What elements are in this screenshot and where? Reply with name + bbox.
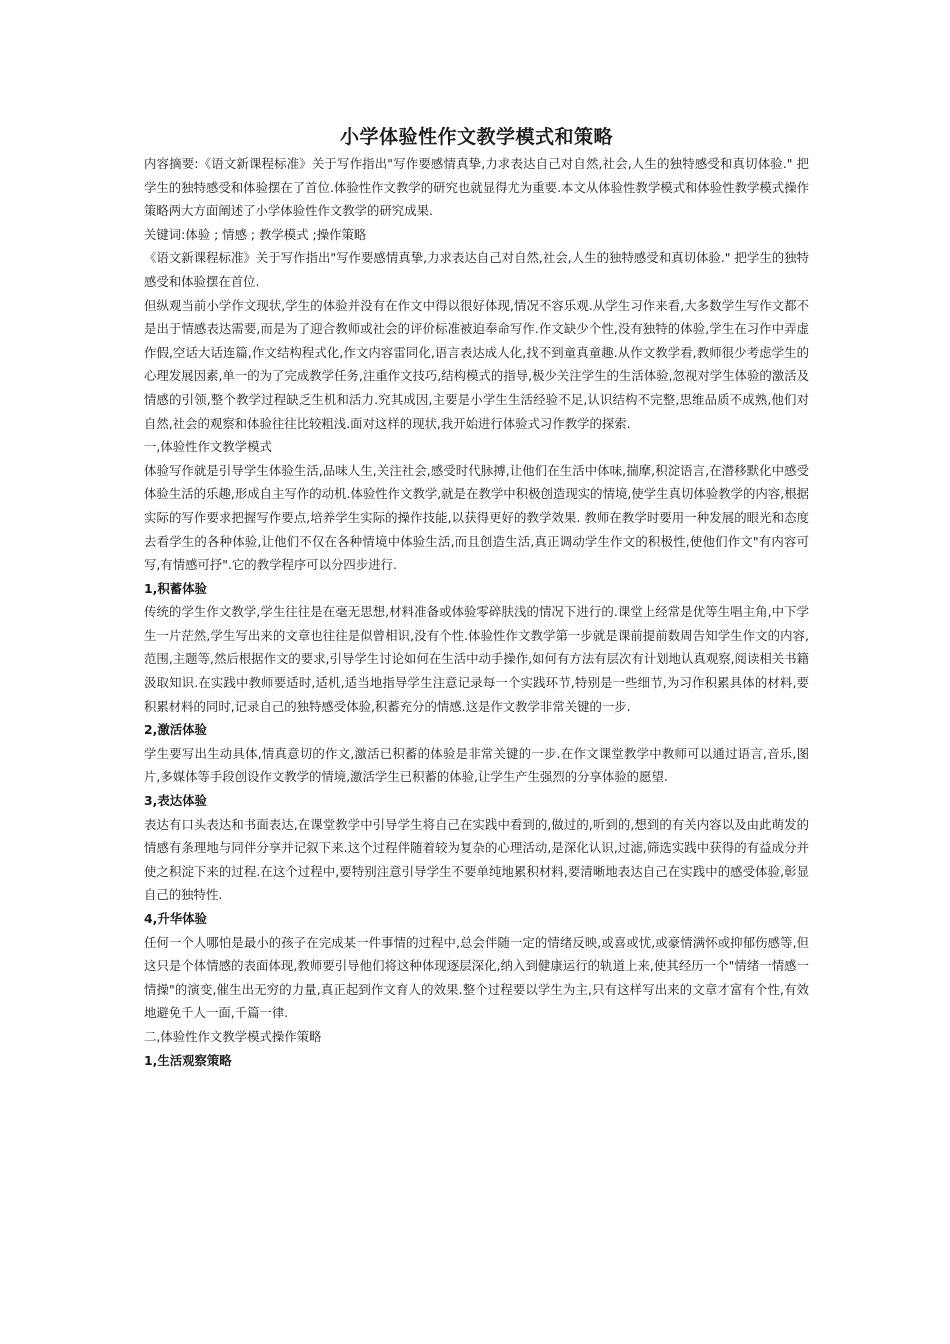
step2-paragraph: 学生要写出生动具体,情真意切的作文,激活已积蓄的体验是非常关键的一步.在作文课堂教学中教师可以通过语言,音乐,图片,多媒体等手段创设作文教学的情境,激活学生已积蓄的体验,让学生产生强烈的分享体验的愿望. [144, 745, 809, 785]
step3-heading: 3,表达体验 [144, 793, 207, 809]
section2-heading: 二,体验性作文教学模式操作策略 [144, 1028, 322, 1044]
step2-heading: 2,激活体验 [144, 722, 207, 738]
keywords-line: 关键词:体验 ; 情感 ; 教学模式 ;操作策略 [144, 226, 367, 242]
document-title: 小学体验性作文教学模式和策略 [339, 126, 613, 148]
abstract-paragraph: 内容摘要:《语文新课程标准》关于写作指出"写作要感情真挚,力求表达自己对自然,社会,人生的独特感受和真切体验." 把学生的独特感受和体验摆在了首位.体验性作文教学的研究也就显得尤为重要.本文从体验性教学模式和体验性教学模式操作策略两大方面阐述了小学体验性作文教学的研究成果. [144, 156, 809, 219]
step1-paragraph: 传统的学生作文教学,学生往往是在毫无思想,材料准备或体验零碎肤浅的情况下进行的.课堂上经常是优等生唱主角,中下学生一片茫然,学生写出来的文章也往往是似曾相识,没有个性.体验性作文教学第一步就是课前提前数周告知学生作文的内容,范围,主题等,然后根据作文的要求,引导学生讨论如何在生活中动手操作,如何有方法有层次有计划地认真观察,阅读相关书籍汲取知识.在实践中教师要适时,适机,适当地指导学生注意记录每一个实践环节,特别是一些细节,为习作积累具体的材料,要积累材料的同时,记录自己的独特感受体验,积蓄充分的情感.这是作文教学非常关键的一步. [144, 604, 809, 714]
document-page [144, 122, 809, 1072]
section1-paragraph: 体验写作就是引导学生体验生活,品味人生,关注社会,感受时代脉搏,让他们在生活中体味,揣摩,积淀语言,在潜移默化中感受体验生活的乐趣,形成自主写作的动机.体验性作文教学,就是在教学中积极创造现实的情境,使学生真切体验教学的内容,根据实际的写作要求把握写作要点,培养学生实际的操作技能,以获得更好的教学效果. 教师在教学时要用一种发展的眼光和态度去看学生的各种体验,让他们不仅在各种情境中体验生活,而且创造生活,真正调动学生作文的积极性,使他们作文"有内容可写,有情感可抒".它的教学程序可以分四步进行. [144, 462, 809, 573]
step4-heading: 4,升华体验 [144, 911, 207, 926]
step4-paragraph: 任何一个人哪怕是最小的孩子在完成某一件事情的过程中,总会伴随一定的情绪反映,或喜或忧,或豪情满怀或抑郁伤感等,但这只是个体情感的表面体现,教师要引导他们将这种体现逐层深化,纳入到健康运行的轨道上来,使其经历一个"情绪一情感一情操"的演变,催生出无穷的力量,真正起到作文育人的效果.整个过程要以学生为主,只有这样写出来的文章才富有个性,有效地避免千人一面,千篇一律. [144, 934, 809, 1021]
intro-body-paragraph: 但纵观当前小学作文现状,学生的体验并没有在作文中得以很好体现,情况不容乐观.从学生习作来看,大多数学生写作文都不是出于情感表达需要,而是为了迎合教师或社会的评价标准被迫奉命写作.作文缺少个性,没有独特的体验,学生在习作中弄虚作假,空话大话连篇,作文结构程式化,作文内容雷同化,语言表达成人化,找不到童真童趣.从作文教学看,教师很少考虑学生的心理发展因素,单一的为了完成教学任务,注重作文技巧,结构模式的指导,极少关注学生的生活体验,忽视对学生体验的激活及情感的引领,整个教学过程缺乏生机和活力.究其成因,主要是小学生生活经验不足,认识结构不完整,思维品质不成熟,他们对自然,社会的观察和体验往往比较粗浅.面对这样的现状,我开始进行体验式习作教学的探索. [144, 297, 809, 431]
intro-quote-paragraph: 《语文新课程标准》关于写作指出"写作要感情真挚,力求表达自己对自然,社会,人生的独特感受和真切体验." 把学生的独特感受和体验摆在首位. [144, 250, 809, 289]
step1-heading: 1,积蓄体验 [144, 580, 207, 596]
strategy1-heading: 1,生活观察策略 [144, 1052, 232, 1068]
step3-paragraph: 表达有口头表达和书面表达,在课堂教学中引导学生将自己在实践中看到的,做过的,听到的,想到的有关内容以及由此萌发的情感有条理地与同伴分享并记叙下来.这个过程伴随着较为复杂的心理活动,是深化认识,过滤,筛选实践中获得的有益成分并使之积淀下来的过程.在这个过程中,要特别注意引导学生不要单纯地累积材料,要清晰地表达自己在实践中的感受体验,彰显自己的独特性. [144, 816, 809, 903]
section1-heading: 一,体验性作文教学模式 [144, 439, 272, 455]
